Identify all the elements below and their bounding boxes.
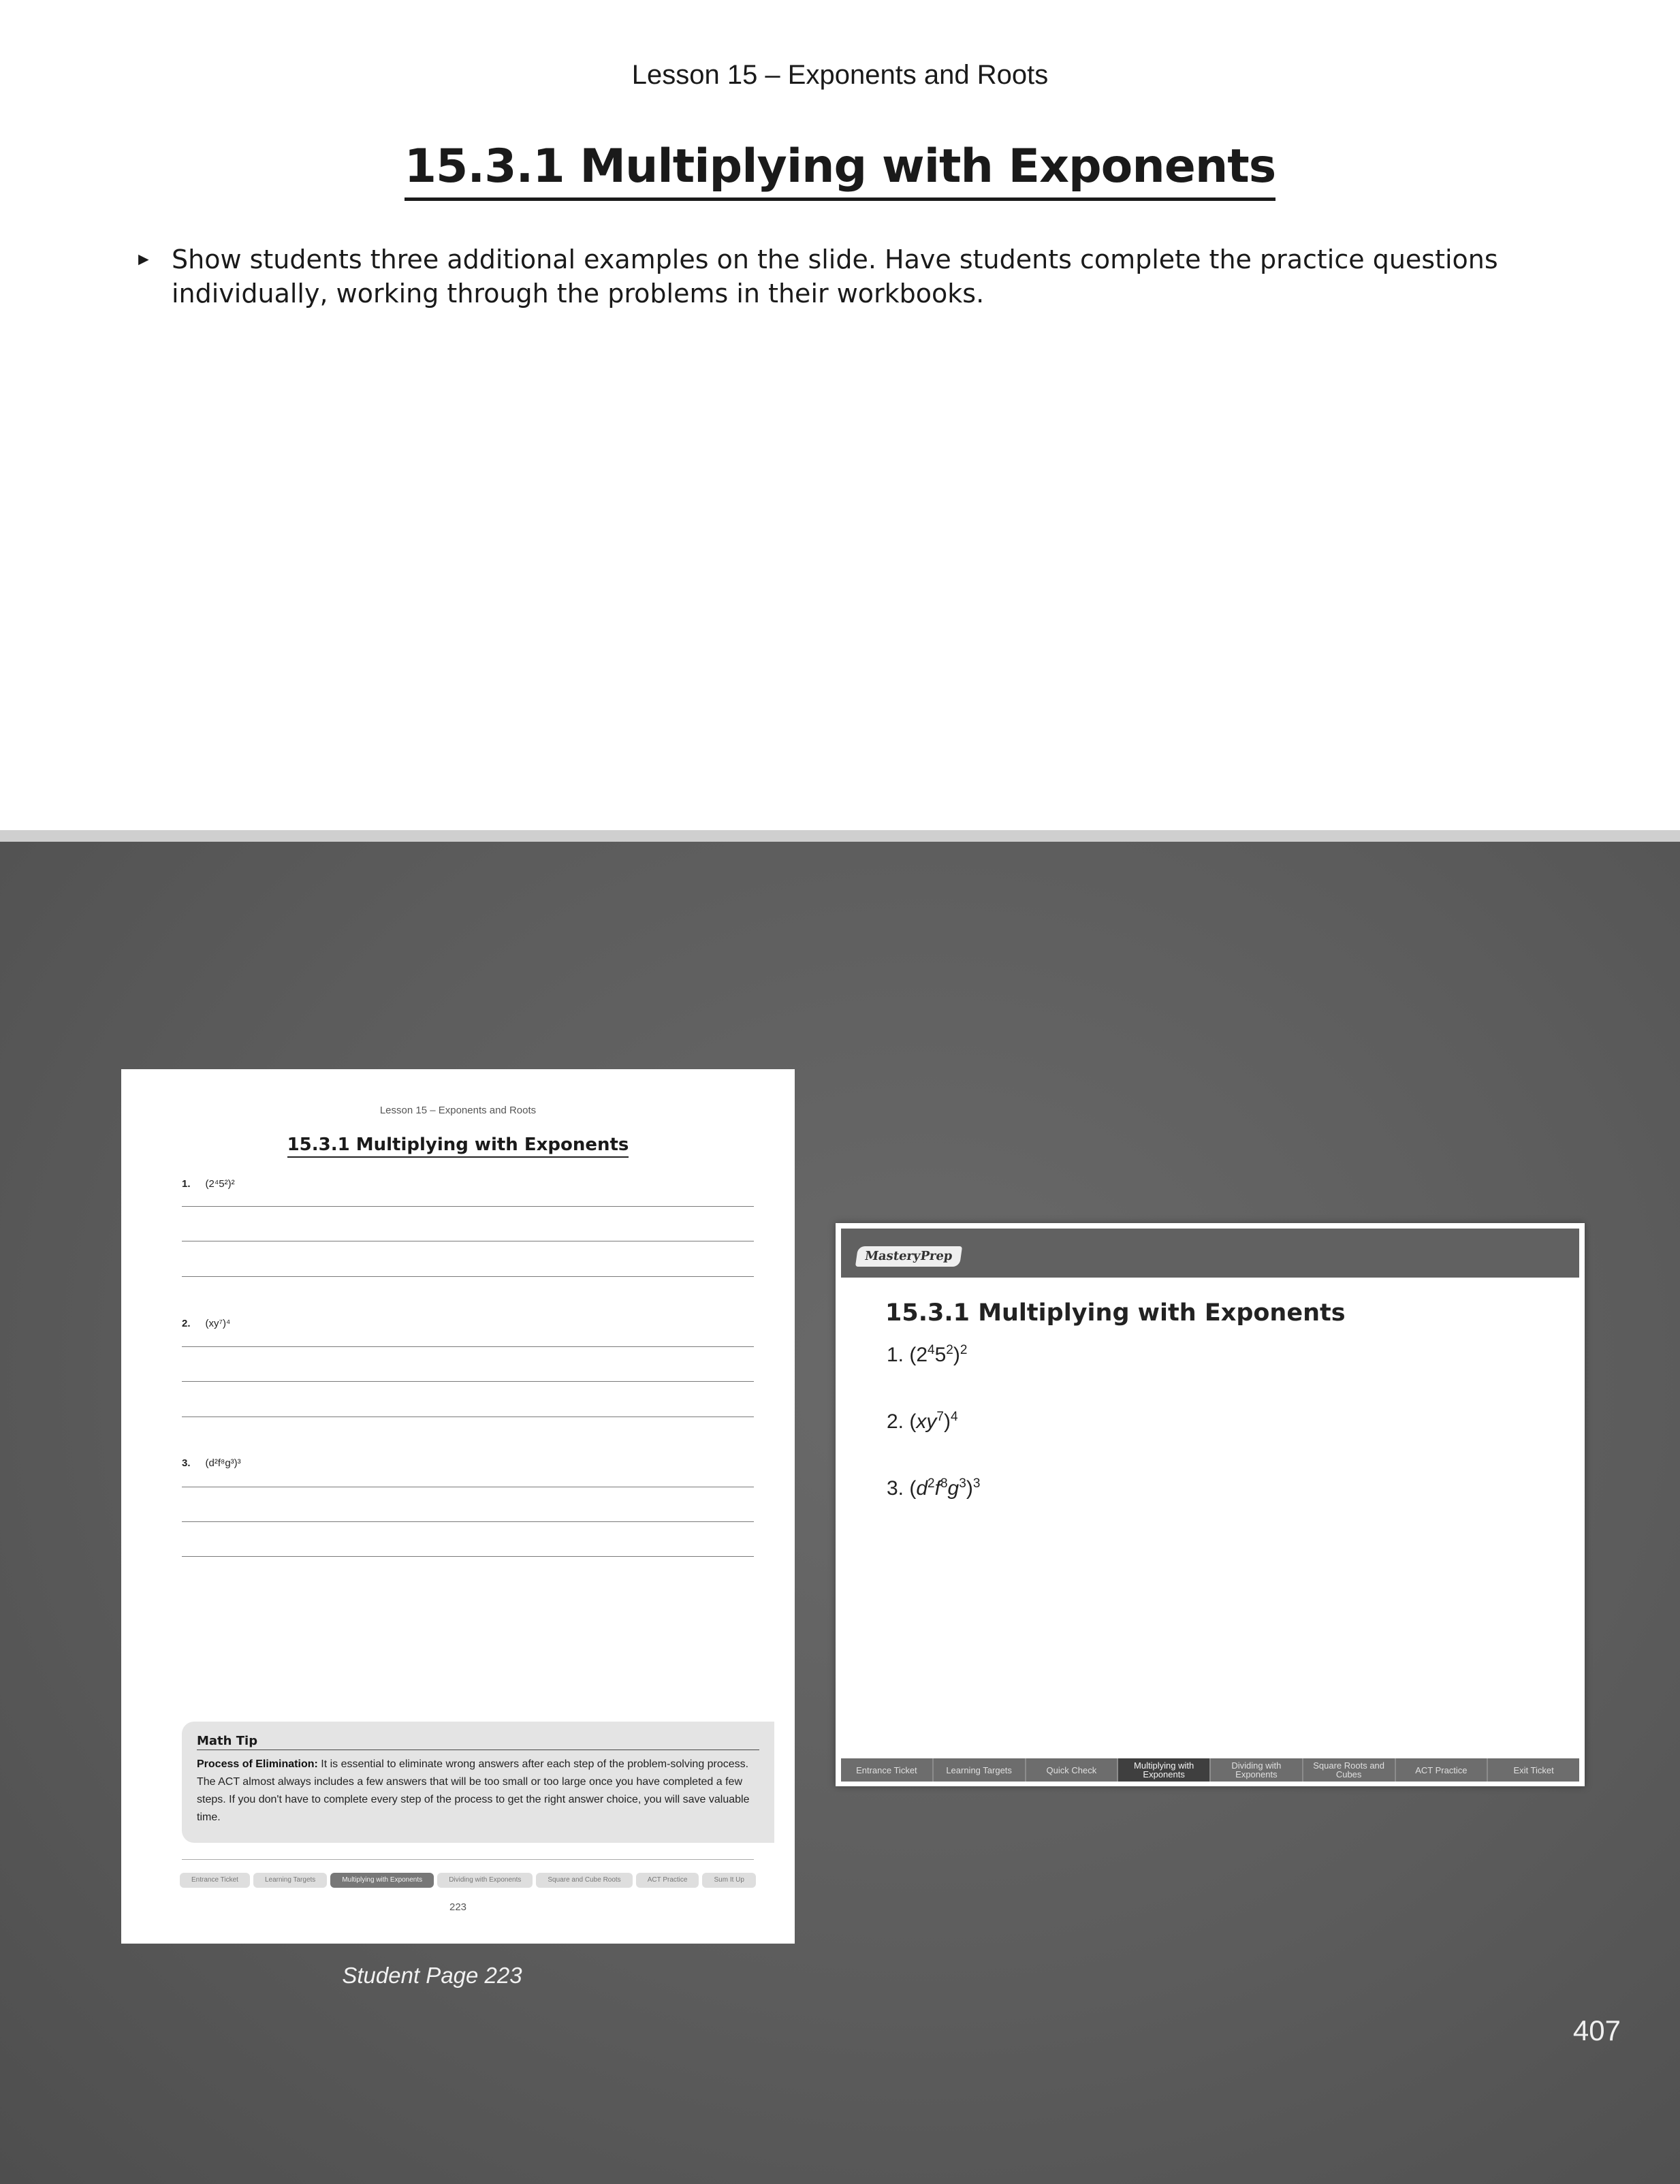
student-page-title-wrapper [121,1135,795,1158]
slide-nav-item: Entrance Ticket [841,1758,934,1782]
answer-line [182,1346,754,1347]
student-nav-item: Square and Cube Roots [536,1873,632,1888]
question-number: 2. [182,1318,191,1329]
student-nav-item-active: Multiplying with Exponents [330,1873,434,1888]
student-question-2 [182,1318,230,1329]
question-expression: (xy⁷)⁴ [205,1318,231,1329]
math-tip-label: Process of Elimination: [197,1758,318,1770]
answer-line [182,1556,754,1557]
slide-nav-bar [841,1758,1579,1782]
instruction-bullet [135,242,1592,311]
math-tip-body [197,1756,759,1826]
slide-title: 15.3.1 Multiplying with Exponents [885,1299,1346,1327]
student-question-1 [182,1178,235,1190]
math-tip-text: It is essential to eliminate wrong answers after each step of the problem-solving process. The ACT almost always includes a few answers that will be too small or too large once you have completed a few steps. If you don't have to complete every step of the process to get the right answer choice, you will save valuable time. [197,1758,750,1823]
slide-thumbnail [836,1223,1585,1786]
slide-header-bar [841,1229,1579,1278]
slide-nav-item: Learning Targets [934,1758,1026,1782]
student-question-3 [182,1457,241,1469]
slide-nav-item: ACT Practice [1396,1758,1489,1782]
student-page-number: 223 [449,1901,467,1913]
slide-nav-item: Quick Check [1026,1758,1119,1782]
student-page-header: Lesson 15 – Exponents and Roots [379,1105,537,1116]
student-page-nav [180,1873,756,1888]
student-nav-item: Entrance Ticket [180,1873,250,1888]
student-page-title: 15.3.1 Multiplying with Exponents [287,1135,629,1158]
answer-line [182,1381,754,1382]
slide-question-3: 3. $(d^2f^8g^3)^3$ [887,1476,981,1500]
page-number: 407 [1572,2014,1621,2046]
question-expression: (2⁴5²)² [205,1178,235,1190]
answer-line [182,1206,754,1207]
instruction-text: Show students three additional examples on the slide. Have students complete the practice questions individually, working through the problems in their workbooks. [172,244,1498,308]
question-number: 3. [182,1457,191,1469]
slide-nav-item: Exit Ticket [1513,1764,1554,1775]
student-nav-item: Dividing with Exponents [437,1873,533,1888]
question-number: 1. [182,1178,191,1190]
student-nav-item: Sum It Up [702,1873,756,1888]
question-expression: (d²f⁸g³)³ [205,1457,241,1469]
slide-nav-item: Dividing with Exponents [1211,1758,1303,1782]
math-tip-box [182,1722,774,1843]
bullet-arrow-icon: ► [135,249,153,269]
masteryprep-logo: MasteryPrep [855,1246,962,1267]
page-title: 15.3.1 Multiplying with Exponents [405,140,1276,201]
math-tip-title: Math Tip [197,1734,759,1750]
slide-nav-item-active: Multiplying with Exponents [1118,1758,1211,1782]
slide-question-2: 2. $(xy^7)^4$ [887,1410,958,1433]
answer-line [182,1521,754,1522]
student-page-thumbnail [121,1069,795,1944]
section-divider [0,830,1680,842]
student-nav-item: Learning Targets [253,1873,327,1888]
footer-rule [182,1859,754,1860]
slide-nav-item: Square Roots and Cubes [1303,1758,1396,1782]
slide-question-1: 1. $(2^45^2)^2$ [887,1343,968,1366]
student-page-caption: Student Page 223 [342,1963,522,1988]
lesson-header: Lesson 15 – Exponents and Roots [631,60,1049,90]
page-title-wrapper [0,140,1680,201]
answer-line [182,1276,754,1277]
student-nav-item: ACT Practice [636,1873,699,1888]
